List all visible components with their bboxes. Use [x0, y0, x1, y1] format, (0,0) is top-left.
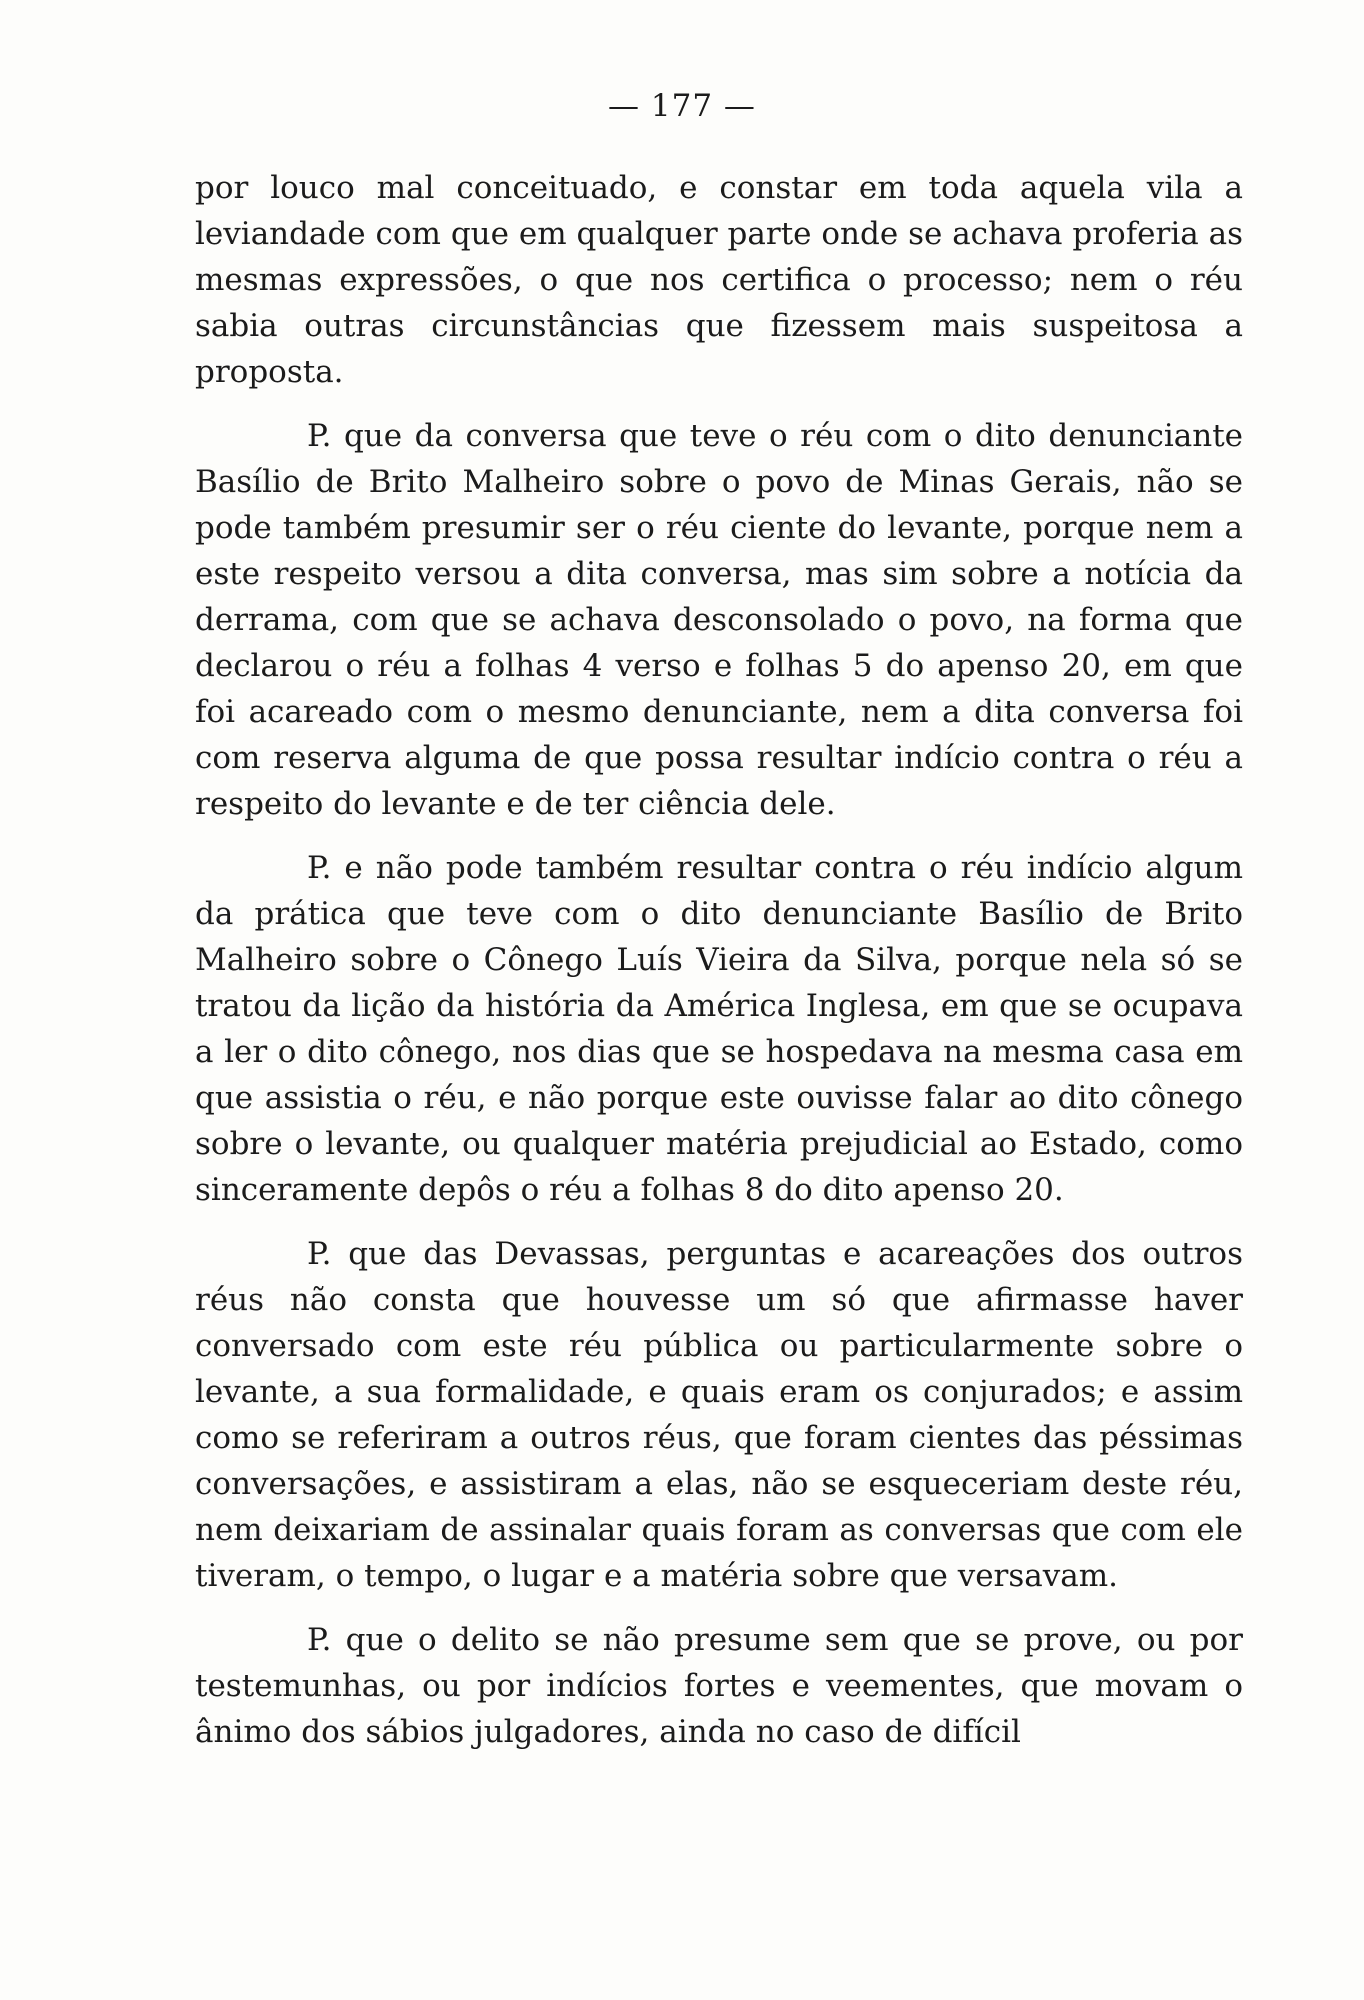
- paragraph: P. e não pode também resultar contra o réu indício algum da prática que teve com o dito denunciante Basílio de Brito Malheiro sobre o Cônego Luís Vieira da Silva, porque nela só se tratou da lição da história da América Inglesa, em que se ocupava a ler o dito cônego, nos dias que se hospedava na mesma casa em que assistia o réu, e não porque este ouvisse falar ao dito cônego sobre o levante, ou qualquer matéria prejudicial ao Estado, como sinceramente depôs o réu a folhas 8 do dito apenso 20.: [195, 850, 1243, 1208]
- paragraph: P. que da conversa que teve o réu com o dito denunciante Basílio de Brito Malheiro sobre o povo de Minas Gerais, não se pode também presumir ser o réu ciente do levante, porque nem a este respeito versou a dita conversa, mas sim sobre a notícia da derrama, com que se achava desconsolado o povo, na forma que declarou o réu a folhas 4 verso e folhas 5 do apenso 20, em que foi acareado com o mesmo denunciante, nem a dita conversa foi com reserva alguma de que possa resultar indício contra o réu a respeito do levante e de ter ciência dele.: [195, 418, 1243, 822]
- page-number: — 177 —: [608, 88, 756, 124]
- paragraph: P. que das Devassas, perguntas e acareações dos outros réus não consta que houvesse um só que afirmasse haver conversado com este réu pública ou particularmente sobre o levante, a sua formalidade, e quais eram os conjurados; e assim como se referiram a outros réus, que foram cientes das péssimas conversações, e assistiram a elas, não se esqueceriam deste réu, nem deixariam de assinalar quais foram as conversas que com ele tiveram, o tempo, o lugar e a matéria sobre que versavam.: [195, 1236, 1243, 1594]
- body-text: [195, 165, 1243, 1773]
- paragraph-continuation: por louco mal conceituado, e constar em toda aquela vila a leviandade com que em qualquer parte onde se achava proferia as mesmas expressões, o que nos certifica o processo; nem o réu sabia outras circunstâncias que fizessem mais suspeitosa a proposta.: [195, 170, 1243, 390]
- paragraph: P. que o delito se não presume sem que se prove, ou por testemunhas, ou por indícios fortes e veementes, que movam o ânimo dos sábios julgadores, ainda no caso de difícil: [195, 1622, 1243, 1750]
